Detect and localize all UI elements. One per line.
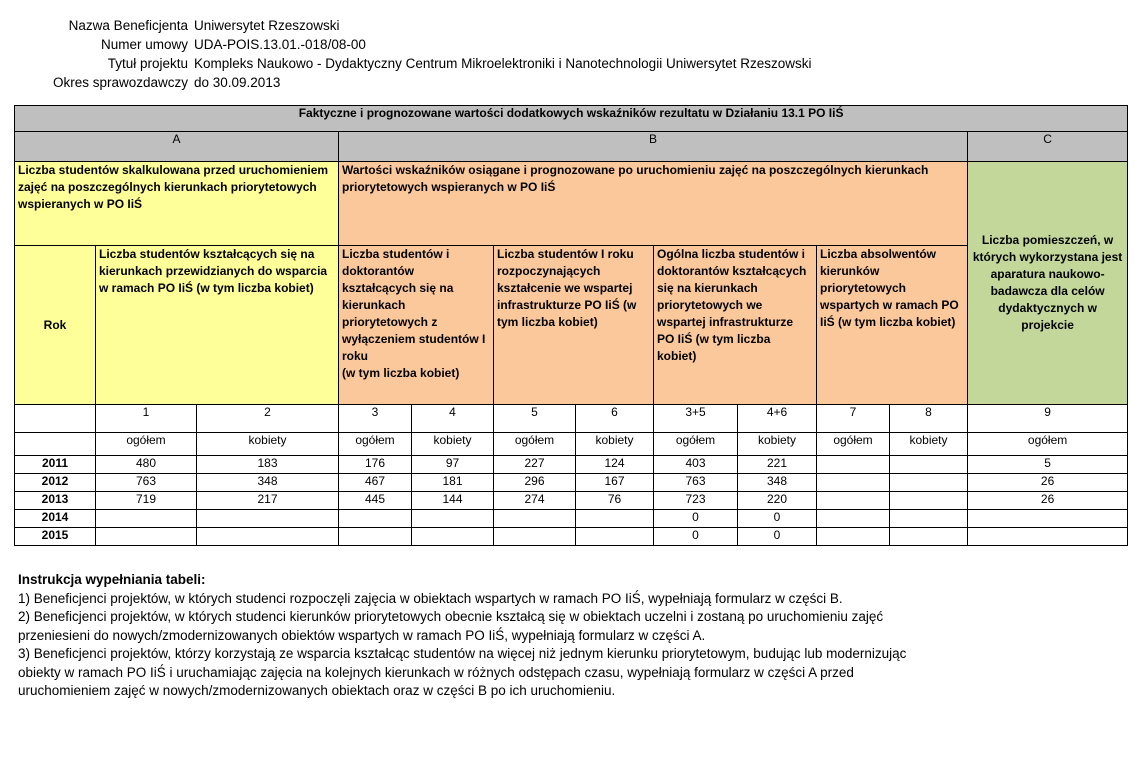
value-cell: 5 [968, 456, 1128, 474]
value-cell [197, 510, 339, 528]
value-cell [576, 528, 654, 546]
value-cell: 76 [576, 492, 654, 510]
section-b-header: B [339, 132, 968, 162]
column-label: kobiety [890, 433, 968, 456]
value-cell [817, 510, 890, 528]
value-cell [817, 456, 890, 474]
value-cell [890, 492, 968, 510]
column-number: 3+5 [654, 405, 738, 433]
header-row-period [0, 73, 811, 92]
year-cell: 2014 [15, 510, 96, 528]
value-cell: 176 [339, 456, 412, 474]
table-title: Faktyczne i prognozowane wartości dodatkowych wskaźników rezultatu w Działaniu 13.1 PO IiŚ [15, 106, 1128, 132]
year-cell: 2015 [15, 528, 96, 546]
value-cell: 467 [339, 474, 412, 492]
value-cell [890, 456, 968, 474]
value-cell [817, 492, 890, 510]
column-label: ogółem [339, 433, 412, 456]
section-a-description: Liczba studentów skalkulowana przed uruchomieniem zajęć na poszczególnych kierunkach priorytetowych wspieranych w PO IiŚ [15, 162, 339, 246]
reporting-period-value: do 30.09.2013 [194, 75, 281, 90]
value-cell [412, 510, 494, 528]
value-cell [890, 474, 968, 492]
column-label: ogółem [817, 433, 890, 456]
value-cell [197, 528, 339, 546]
beneficiary-value: Uniwersytet Rzeszowski [194, 18, 340, 33]
column-number: 7 [817, 405, 890, 433]
instruction-line: przeniesieni do nowych/zmodernizowanych obiektów wspartych w ramach PO IiŚ, wypełniają formularz w części A. [18, 627, 706, 643]
value-cell: 181 [412, 474, 494, 492]
column-number: 6 [576, 405, 654, 433]
value-cell: 763 [654, 474, 738, 492]
value-cell: 445 [339, 492, 412, 510]
value-cell: 296 [494, 474, 576, 492]
project-title-label: Tytuł projektu [107, 56, 188, 71]
value-cell: 26 [968, 492, 1128, 510]
value-cell: 144 [412, 492, 494, 510]
value-cell: 348 [197, 474, 339, 492]
column-label: ogółem [96, 433, 197, 456]
column-label: kobiety [412, 433, 494, 456]
column-number-row [15, 405, 1128, 433]
instructions-title: Instrukcja wypełniania tabeli: [18, 572, 206, 587]
value-cell: 220 [738, 492, 817, 510]
value-cell [494, 510, 576, 528]
contract-number-value: UDA-POIS.13.01.-018/08-00 [194, 37, 366, 52]
column-number: 4+6 [738, 405, 817, 433]
header-row-beneficiary [0, 16, 811, 35]
value-cell [576, 510, 654, 528]
column-number: 9 [968, 405, 1128, 433]
year-cell: 2012 [15, 474, 96, 492]
value-cell [339, 510, 412, 528]
column-label: ogółem [494, 433, 576, 456]
indicators-table [14, 105, 1128, 546]
column-number: 8 [890, 405, 968, 433]
beneficiary-label: Nazwa Beneficjenta [68, 18, 188, 33]
header-row-project [0, 54, 811, 73]
column-label-row [15, 433, 1128, 456]
value-cell [968, 528, 1128, 546]
column-number-blank [15, 405, 96, 433]
instruction-line: 2) Beneficjenci projektów, w których studenci kierunków priorytetowych obecnie kształcą się w obiektach uczelni i zostaną po uruchomieniu zajęć [18, 609, 884, 624]
table-row [15, 474, 1128, 492]
value-cell [817, 528, 890, 546]
column-label: kobiety [738, 433, 817, 456]
table-row [15, 528, 1128, 546]
instructions [18, 571, 906, 701]
column-number: 2 [197, 405, 339, 433]
value-cell [96, 510, 197, 528]
value-cell: 763 [96, 474, 197, 492]
project-title-value: Kompleks Naukowo - Dydaktyczny Centrum Mikroelektroniki i Nanotechnologii Uniwersytet Rzeszowski [194, 56, 812, 71]
column-label: ogółem [654, 433, 738, 456]
instruction-line: uruchomieniem zajęć w nowych/zmodernizowanych obiektach oraz w części B po ich uruchomieniu. [18, 683, 616, 698]
value-cell: 0 [654, 528, 738, 546]
document-header [0, 16, 811, 92]
value-cell [890, 528, 968, 546]
year-column-header: Rok [15, 246, 96, 405]
value-cell [412, 528, 494, 546]
value-cell: 221 [738, 456, 817, 474]
table-row [15, 492, 1128, 510]
year-cell: 2013 [15, 492, 96, 510]
value-cell [890, 510, 968, 528]
value-cell: 124 [576, 456, 654, 474]
value-cell [494, 528, 576, 546]
value-cell: 183 [197, 456, 339, 474]
value-cell: 0 [738, 510, 817, 528]
section-b-description: Wartości wskaźników osiągane i prognozowane po uruchomieniu zajęć na poszczególnych kierunkach priorytetowych wspieranych w PO IiŚ [339, 162, 968, 246]
contract-number-label: Numer umowy [100, 37, 188, 52]
sub-header-a: Liczba studentów kształcących się na kierunkach przewidzianych do wsparcia w ramach PO IiŚ (w tym liczba kobiet) [96, 246, 339, 405]
column-number: 4 [412, 405, 494, 433]
value-cell: 719 [96, 492, 197, 510]
value-cell: 274 [494, 492, 576, 510]
value-cell: 26 [968, 474, 1128, 492]
year-cell: 2011 [15, 456, 96, 474]
header-row-contract [0, 35, 811, 54]
sub-header-b-graduates: Liczba absolwentów kierunków priorytetowych wspartych w ramach PO IiŚ (w tym liczba kobiet) [817, 246, 968, 405]
value-cell: 0 [654, 510, 738, 528]
instruction-line: 3) Beneficjenci projektów, którzy korzystają ze wsparcia kształcąc studentów na więcej niż jednym kierunku priorytetowym, budując lub modernizując [18, 646, 907, 661]
value-cell [96, 528, 197, 546]
value-cell [817, 474, 890, 492]
value-cell: 348 [738, 474, 817, 492]
value-cell: 480 [96, 456, 197, 474]
section-a-header: A [15, 132, 339, 162]
value-cell [968, 510, 1128, 528]
sub-header-b-total: Ogólna liczba studentów i doktorantów kształcących się na kierunkach priorytetowych we wspartej infrastrukturze PO IiŚ (w tym liczba kobiet) [654, 246, 817, 405]
reporting-period-label: Okres sprawozdawczy [52, 75, 188, 90]
column-label: kobiety [576, 433, 654, 456]
value-cell [339, 528, 412, 546]
value-cell: 403 [654, 456, 738, 474]
column-label: ogółem [968, 433, 1128, 456]
section-c-header: C [968, 132, 1128, 162]
value-cell: 723 [654, 492, 738, 510]
table-row [15, 456, 1128, 474]
section-c-description: Liczba pomieszczeń, w których wykorzystana jest aparatura naukowo-badawcza dla celów dydaktycznych w projekcie [968, 162, 1128, 405]
value-cell: 167 [576, 474, 654, 492]
table-row [15, 510, 1128, 528]
sub-header-b-continuing: Liczba studentów i doktorantów kształcących się na kierunkach priorytetowych z wyłączeniem studentów I roku (w tym liczba kobiet) [339, 246, 494, 405]
value-cell: 0 [738, 528, 817, 546]
value-cell: 217 [197, 492, 339, 510]
instruction-line: 1) Beneficjenci projektów, w których studenci rozpoczęli zajęcia w obiektach wspartych w ramach PO IiŚ, wypełniają formularz w części B. [18, 590, 843, 606]
column-number: 5 [494, 405, 576, 433]
value-cell: 227 [494, 456, 576, 474]
column-label: kobiety [197, 433, 339, 456]
table-data-body [15, 456, 1128, 546]
column-number: 3 [339, 405, 412, 433]
value-cell: 97 [412, 456, 494, 474]
column-number: 1 [96, 405, 197, 433]
sub-header-b-first-year: Liczba studentów I roku rozpoczynających kształcenie we wspartej infrastrukturze PO IiŚ (w tym liczba kobiet) [494, 246, 654, 405]
column-label-blank [15, 433, 96, 456]
instruction-line: obiekty w ramach PO IiŚ i uruchamiając zajęcia na kolejnych kierunkach w różnych odstępach czasu, wypełniają formularz w części A przed [18, 664, 854, 680]
